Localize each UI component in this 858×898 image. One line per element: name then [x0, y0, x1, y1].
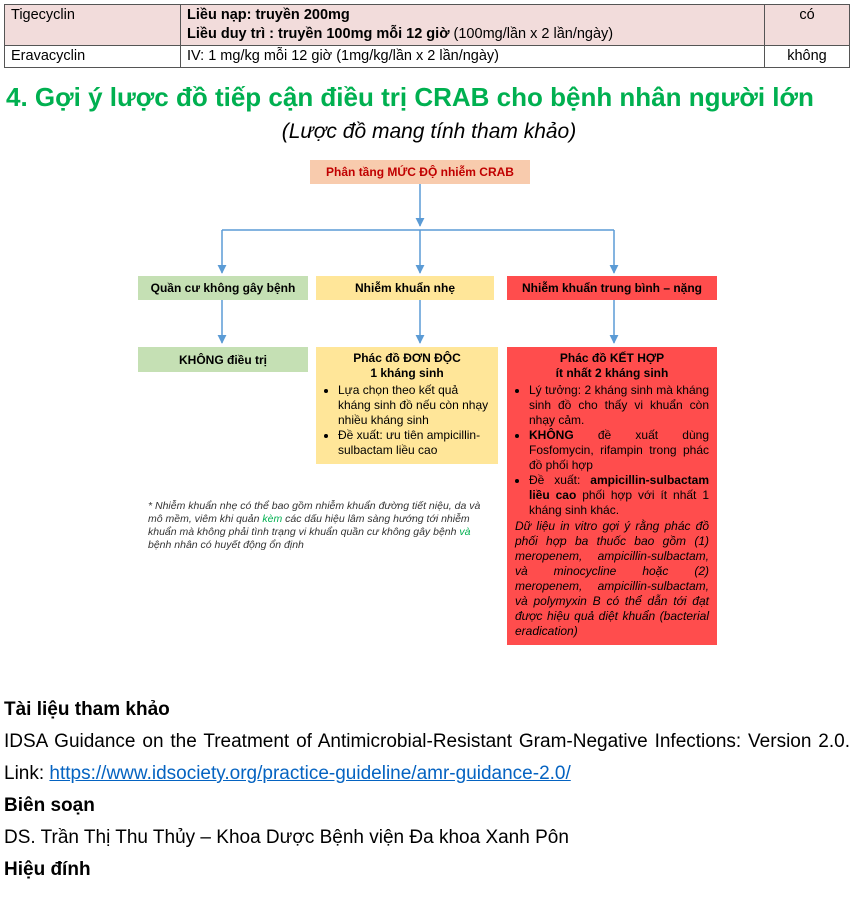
reference-text: IDSA Guidance on the Treatment of Antimicrobial-Resistant Gram-Negative Infections: Version 2.0. Link:: [4, 731, 850, 784]
list-item-text: Đề xuất:: [529, 473, 591, 487]
footnote-highlight: kèm: [262, 513, 283, 525]
list-item: • Lựa chọn theo kết quả kháng sinh đồ nếu còn nhạy nhiều kháng sinh: [338, 383, 490, 428]
references-heading: Tài liệu tham khảo: [4, 699, 170, 720]
footnote: [148, 500, 496, 552]
recommended-drug: ampicillin-sulbactam liều cao: [529, 473, 709, 502]
footnote-text: các dấu hiệu lâm sàng hướng tới nhiễm khuẩn mà không phải tình trạng vi khuẩn quần cư không gây bệnh: [148, 513, 470, 538]
references-section: [4, 694, 850, 886]
drug-name-cell: Eravacyclin: [5, 46, 181, 68]
colonization-header: Quần cư không gây bệnh: [138, 276, 308, 300]
flag-cell: không: [765, 46, 850, 68]
monotherapy-subtitle: 1 kháng sinh: [370, 366, 444, 380]
no-treatment-box: KHÔNG điều trị: [138, 347, 308, 372]
not-recommended-label: KHÔNG: [529, 428, 574, 442]
combination-subtitle: ít nhất 2 kháng sinh: [555, 366, 669, 380]
flag-cell: có: [765, 5, 850, 46]
severe-infection-header: Nhiễm khuẩn trung bình – nặng: [507, 276, 717, 300]
loading-dose: Liều nạp: truyền 200mg: [187, 7, 350, 23]
compiled-by-heading: Biên soạn: [4, 795, 95, 816]
footnote-text: * Nhiễm khuẩn nhẹ có thể bao gồm nhiễm khuẩn đường tiết niệu, da và mô mềm, viêm khi quản: [148, 500, 481, 525]
footnote-text: bệnh nhân có huyết động ổn định: [148, 539, 304, 551]
combination-title: Phác đồ KẾT HỢP: [559, 351, 665, 365]
monotherapy-title: Phác đồ ĐƠN ĐỘC: [353, 351, 461, 365]
list-item-text: đề xuất dùng Fosfomycin, rifampin trong phác đồ phối hợp: [529, 428, 709, 472]
reference-entry: [4, 726, 850, 790]
list-item: [529, 473, 709, 518]
reviewed-by-heading: Hiệu đính: [4, 859, 91, 880]
drug-name-cell: Tigecyclin: [5, 5, 181, 46]
monotherapy-box: [316, 347, 498, 464]
list-item: [529, 428, 709, 473]
author-line: DS. Trần Thị Thu Thủy – Khoa Dược Bệnh viện Đa khoa Xanh Pôn: [4, 827, 569, 848]
section-title: 4. Gợi ý lược đồ tiếp cận điều trị CRAB cho bệnh nhân người lớn: [6, 82, 814, 112]
list-item: • Đề xuất: ưu tiên ampicillin-sulbactam liều cao: [338, 428, 490, 458]
reference-link[interactable]: https://www.idsociety.org/practice-guideline/amr-guidance-2.0/: [49, 763, 571, 784]
list-item-text: phối hợp với ít nhất 1 kháng sinh khác.: [529, 488, 709, 517]
combination-box: [507, 347, 717, 645]
combination-list: [515, 383, 709, 518]
mild-infection-header: Nhiễm khuẩn nhẹ: [316, 276, 494, 300]
footnote-highlight: và: [459, 526, 471, 538]
section-subtitle: (Lược đồ mang tính tham khảo): [281, 120, 577, 143]
stratify-box: Phân tầng MỨC ĐỘ nhiễm CRAB: [310, 160, 530, 184]
dose-cell: IV: 1 mg/kg mỗi 12 giờ (1mg/kg/lần x 2 lần/ngày): [181, 46, 765, 68]
maintenance-dose: Liều duy trì : truyền 100mg mỗi 12 giờ: [187, 26, 450, 42]
in-vitro-note: Dữ liệu in vitro gợi ý rằng phác đồ phối hợp ba thuốc bao gồm (1) meropenem, ampicillin-sulbactam, và minocycline hoặc (2) meropenem, ampicillin-sulbactam, và polymyxin B có thể dẫn tới đạt được hiệu quả diệt khuẩn (bacterial eradication): [515, 519, 709, 638]
monotherapy-list: [324, 383, 490, 458]
list-item: • Lý tưởng: 2 kháng sinh mà kháng sinh đồ cho thấy vi khuẩn còn nhạy cảm.: [529, 383, 709, 428]
maintenance-dose-detail: (100mg/lần x 2 lần/ngày): [449, 26, 614, 42]
